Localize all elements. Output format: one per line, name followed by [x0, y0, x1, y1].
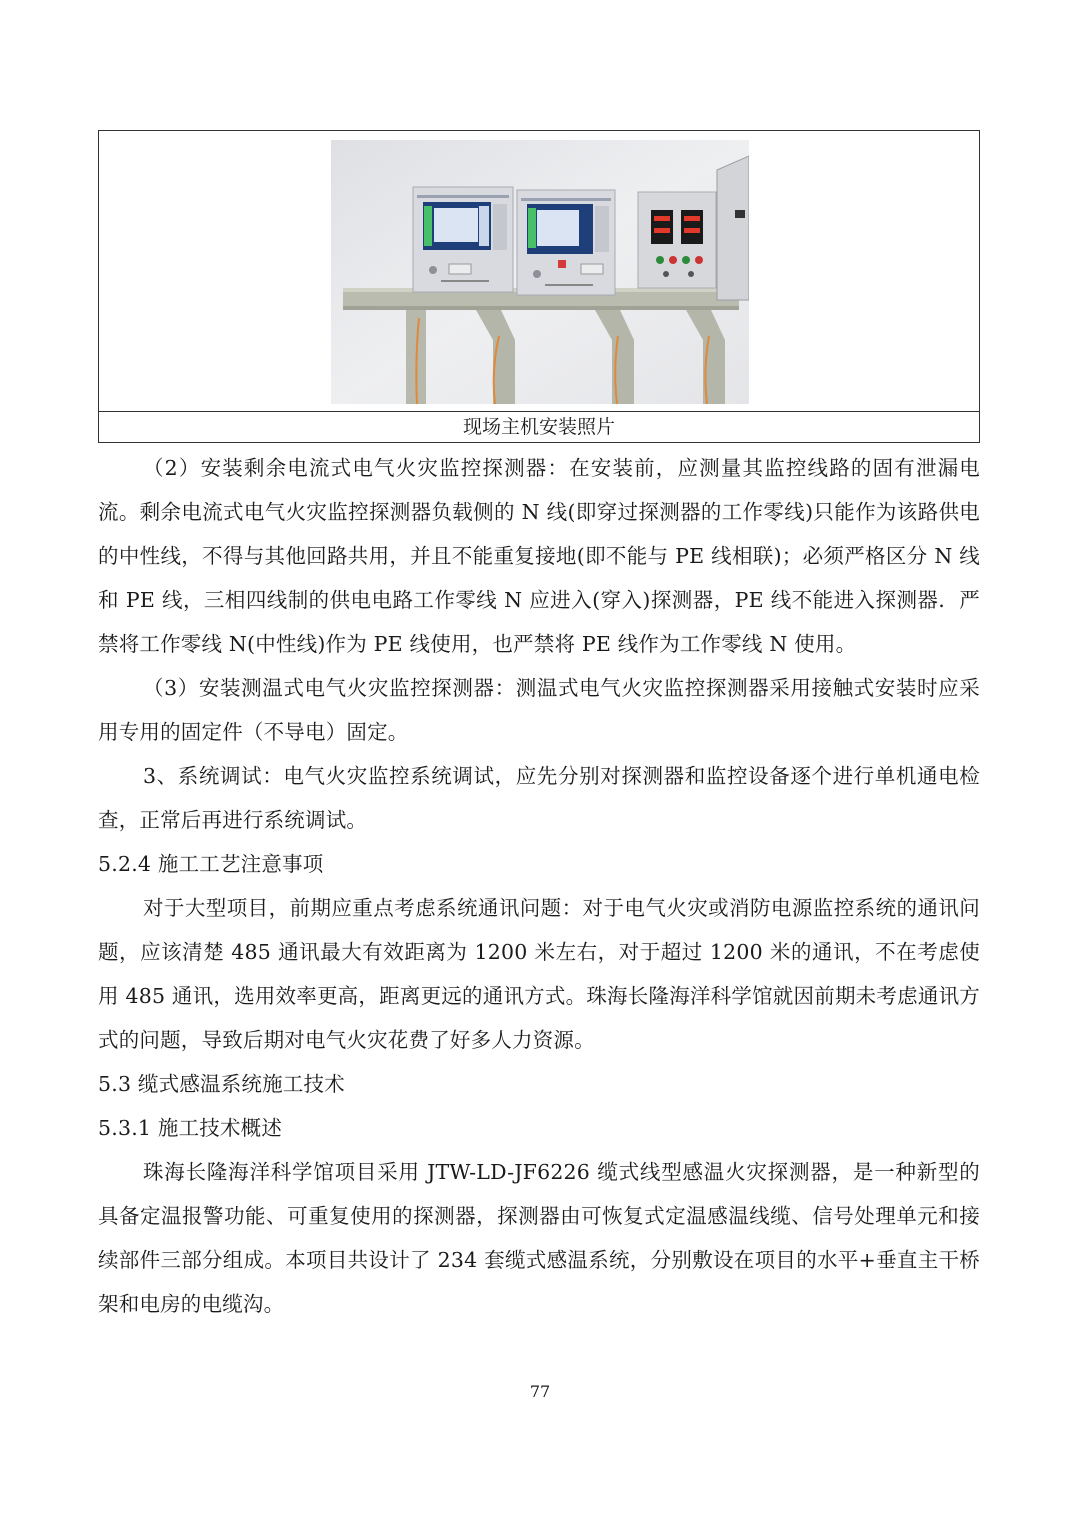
site-photo: [331, 140, 749, 404]
section-heading-5-2-4: 5.2.4 施工工艺注意事项: [98, 852, 324, 876]
paragraph-temperature-detector: （3）安装测温式电气火灾监控探测器：测温式电气火灾监控探测器采用接触式安装时应采用专用的固定件（不导电）固定。: [98, 676, 980, 744]
section-heading-5-3-1: 5.3.1 施工技术概述: [98, 1116, 283, 1140]
figure-photo-cell: [99, 131, 979, 412]
paragraph-residual-current-detector: （2）安装剩余电流式电气火灾监控探测器：在安装前，应测量其监控线路的固有泄漏电流。剩余电流式电气火灾监控探测器负载侧的 N 线(即穿过探测器的工作零线)只能作为该路供电的中性线，不得与其他回路共用，并且不能重复接地(即不能与 PE 线相联)；必须严格区分 N 线和 PE 线，三相四线制的供电电路工作零线 N 应进入(穿入)探测器，PE 线不能进入探测器．严禁将工作零线 N(中性线)作为 PE 线使用，也严禁将 PE 线作为工作零线 N 使用。: [98, 456, 980, 656]
paragraph-system-debugging: 3、系统调试：电气火灾监控系统调试，应先分别对探测器和监控设备逐个进行单机通电检查，正常后再进行系统调试。: [98, 764, 980, 832]
paragraph-cable-detector-overview: 珠海长隆海洋科学馆项目采用 JTW-LD-JF6226 缆式线型感温火灾探测器，是一种新型的具备定温报警功能、可重复使用的探测器，探测器由可恢复式定温感温线缆、信号处理单元和接续部件三部分组成。本项目共设计了 234 套缆式感温系统，分别敷设在项目的水平+垂直主干桥架和电房的电缆沟。: [98, 1160, 980, 1316]
body-text-top: [98, 446, 980, 1326]
paragraph-communication-notes: 对于大型项目，前期应重点考虑系统通讯问题：对于电气火灾或消防电源监控系统的通讯问题，应该清楚 485 通讯最大有效距离为 1200 米左右，对于超过 1200 米的通讯，不在考虑使用 485 通讯，选用效率更高，距离更远的通讯方式。珠海长隆海洋科学馆就因前期未考虑通讯方式的问题，导致后期对电气火灾花费了好多人力资源。: [98, 896, 980, 1052]
figure-table: [98, 130, 980, 443]
page-number: 77: [529, 1382, 551, 1401]
figure-caption: 现场主机安装照片: [462, 416, 615, 438]
section-heading-5-3: 5.3 缆式感温系统施工技术: [98, 1072, 345, 1096]
